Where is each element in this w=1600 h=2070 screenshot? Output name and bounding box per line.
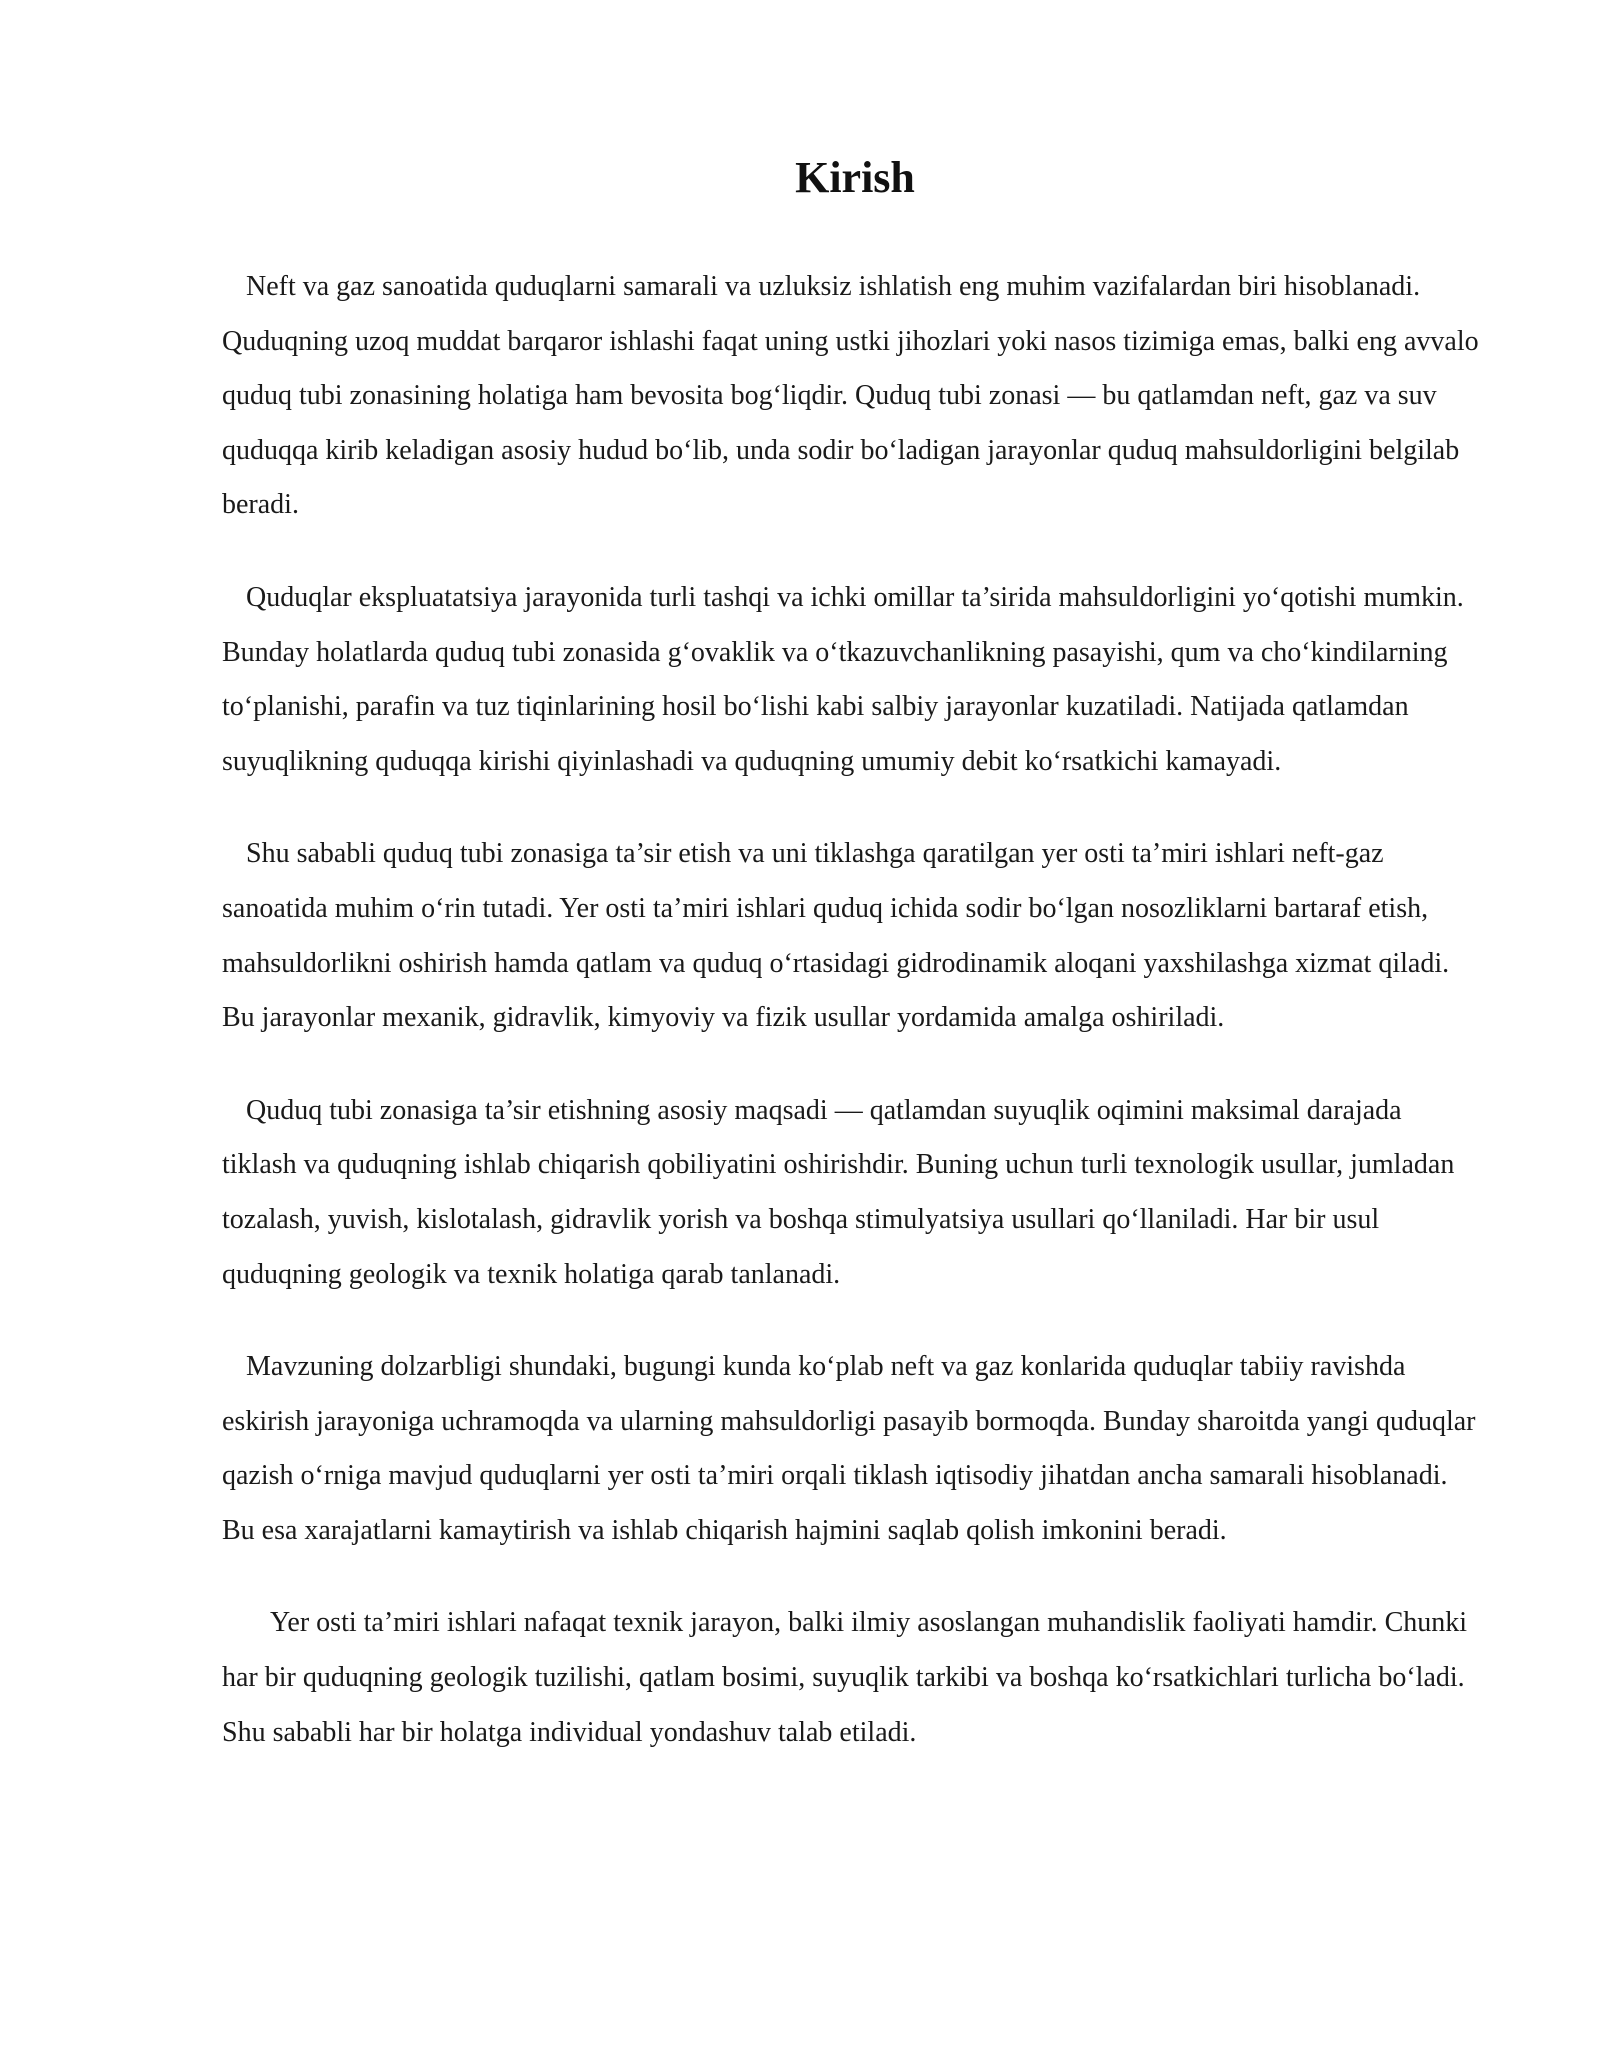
paragraph-1: Neft va gaz sanoatida quduqlarni samarali va uzluksiz ishlatish eng muhim vazifalardan biri hisoblanadi. Quduqning uzoq muddat barqaror ishlashi faqat uning ustki jihozlari yoki nasos tizimiga emas, balki eng avvalo quduq tubi zonasining holatiga ham bevosita bog‘liqdir. Quduq tubi zonasi — bu qatlamdan neft, gaz va suv quduqqa kirib keladigan asosiy hudud bo‘lib, unda sodir bo‘ladigan jarayonlar quduq mahsuldorligini belgilab beradi. <box>222 271 1479 521</box>
paragraph-2: Quduqlar ekspluatatsiya jarayonida turli tashqi va ichki omillar ta’sirida mahsuldorligini yo‘qotishi mumkin. Bunday holatlarda quduq tubi zonasida g‘ovaklik va o‘tkazuvchanlikning pasayishi, qum va cho‘kindilarning to‘planishi, parafin va tuz tiqinlarining hosil bo‘lishi kabi salbiy jarayonlar kuzatiladi. Natijada qatlamdan suyuqlikning quduqqa kirishi qiyinlashadi va quduqning umumiy debit ko‘rsatkichi kamayadi. <box>222 581 1464 777</box>
paragraph-4: Quduq tubi zonasiga ta’sir etishning asosiy maqsadi — qatlamdan suyuqlik oqimini maksimal darajada tiklash va quduqning ishlab chiqarish qobiliyatini oshirishdir. Buning uchun turli texnologik usullar, jumladan tozalash, yuvish, kislotalash, gidravlik yorish va boshqa stimulyatsiya usullari qo‘llaniladi. Har bir usul quduqning geologik va texnik holatiga qarab tanlanadi. <box>222 1094 1455 1290</box>
document-body <box>222 260 1480 1798</box>
paragraph-6: Yer osti ta’miri ishlari nafaqat texnik jarayon, balki ilmiy asoslangan muhandislik faoliyati hamdir. Chunki har bir quduqning geologik tuzilishi, qatlam bosimi, suyuqlik tarkibi va boshqa ko‘rsatkichlari turlicha bo‘ladi. Shu sababli har bir holatga individual yondashuv talab etiladi. <box>222 1607 1468 1748</box>
paragraph-5: Mavzuning dolzarbligi shundaki, bugungi kunda ko‘plab neft va gaz konlarida quduqlar tabiiy ravishda eskirish jarayoniga uchramoqda va ularning mahsuldorligi pasayib bormoqda. Bunday sharoitda yangi quduqlar qazish o‘rniga mavjud quduqlarni yer osti ta’miri orqali tiklash iqtisodiy jihatdan ancha samarali hisoblanadi. Bu esa xarajatlarni kamaytirish va ishlab chiqarish hajmini saqlab qolish imkonini beradi. <box>222 1351 1476 1546</box>
paragraph-3: Shu sababli quduq tubi zonasiga ta’sir etish va uni tiklashga qaratilgan yer osti ta’miri ishlari neft-gaz sanoatida muhim o‘rin tutadi. Yer osti ta’miri ishlari quduq ichida sodir bo‘lgan nosozliklarni bartaraf etish, mahsuldorlikni oshirish hamda qatlam va quduq o‘rtasidagi gidrodinamik aloqani yaxshilashga xizmat qiladi. Bu jarayonlar mexanik, gidravlik, kimyoviy va fizik usullar yordamida amalga oshiriladi. <box>222 838 1450 1034</box>
page-title: Kirish <box>795 153 915 202</box>
